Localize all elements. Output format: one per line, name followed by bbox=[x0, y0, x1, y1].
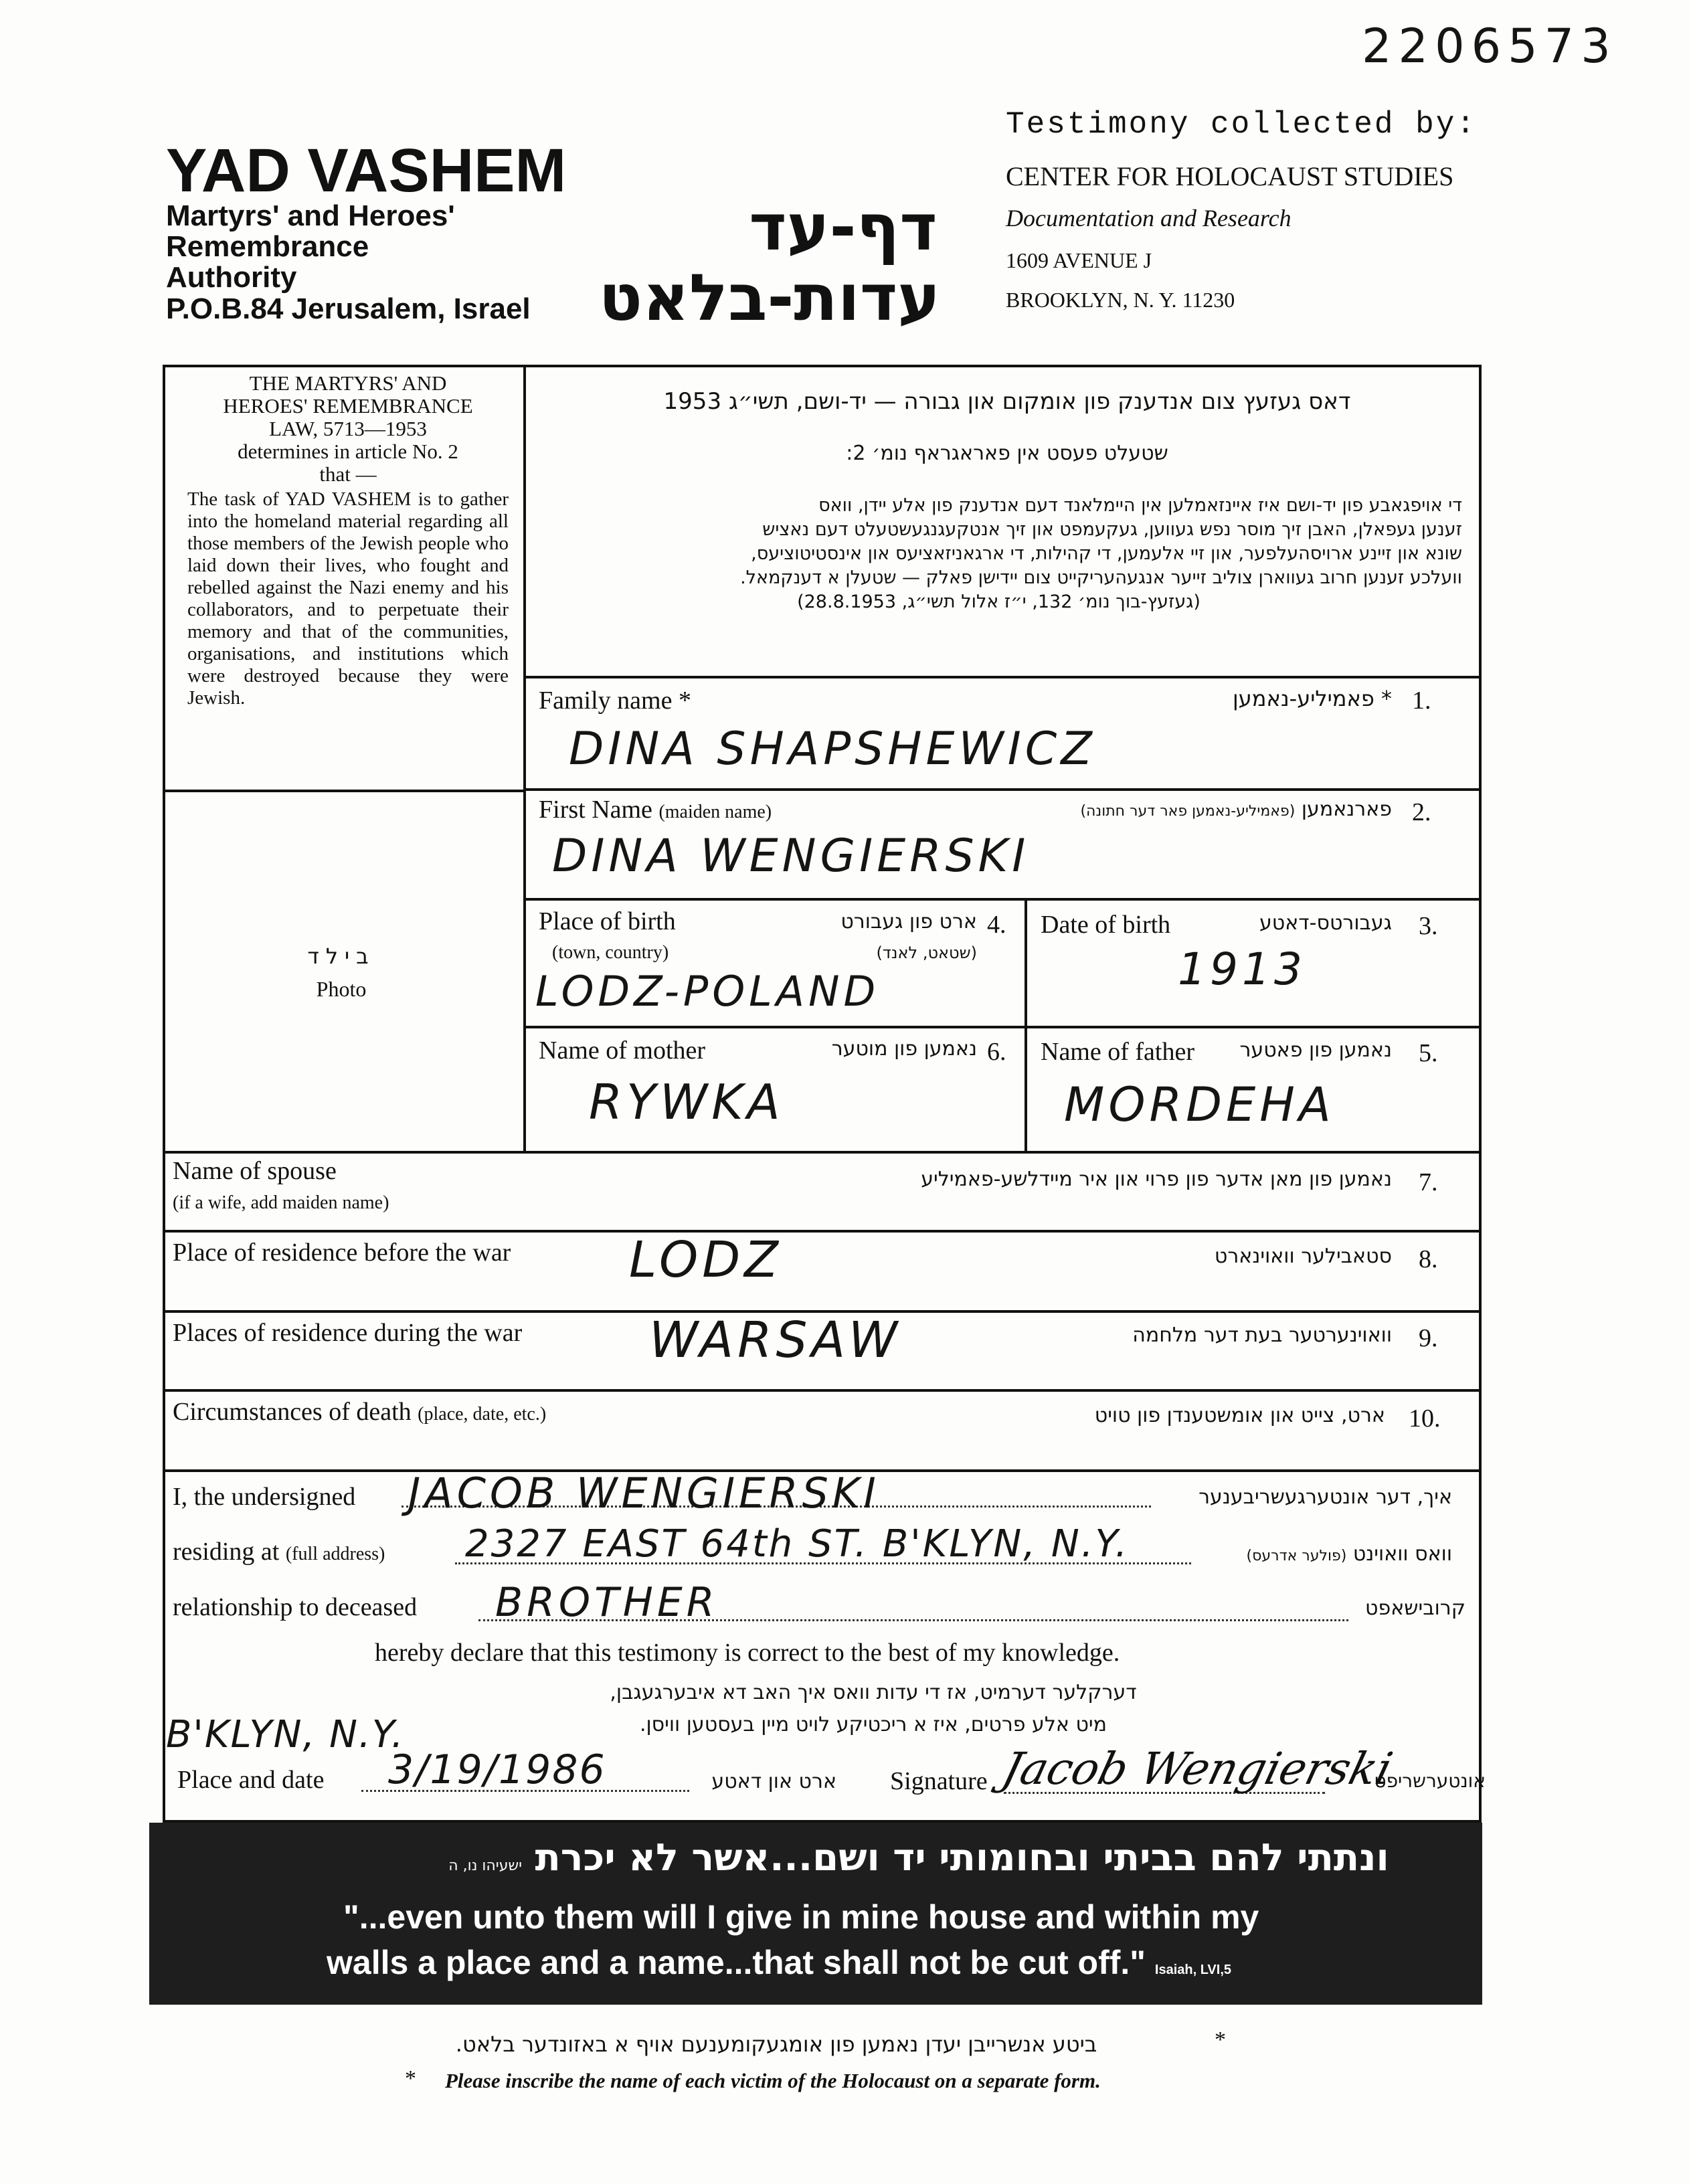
banner-hebrew-ref: ישעיהו נו, ה bbox=[448, 1857, 523, 1874]
row-divider bbox=[163, 1151, 1482, 1154]
row-divider bbox=[523, 676, 1482, 678]
law-text bbox=[187, 372, 509, 709]
residence-during-num: 9. bbox=[1419, 1324, 1438, 1352]
place-of-birth-value[interactable]: LODZ-POLAND bbox=[535, 967, 880, 1016]
banner-hebrew bbox=[377, 1836, 1461, 1880]
org-block bbox=[166, 136, 567, 325]
law-hebrew-line: די אויפגאבע פון יד-ושם איז איינזאמלען אין היימלאנד דעם אנדענק פון אלע יידן, וואס bbox=[818, 495, 1462, 516]
banner-line-2-text: walls a place and a name...that shall not be cut off." bbox=[327, 1944, 1146, 1981]
photo-label-hebrew: בילד bbox=[307, 943, 375, 969]
first-name-num: 2. bbox=[1412, 798, 1431, 826]
place-date-label: Place and date bbox=[177, 1766, 325, 1794]
law-hebrew-line: זענען געפאלן, האבן זיך מוסר נפש געווען, געקעמפט און זיך אנטקעגנגעשטעלט דעם נאציש bbox=[762, 519, 1462, 540]
signature-value[interactable]: Jacob Wengierski bbox=[997, 1743, 1398, 1795]
banner-reference: Isaiah, LVI,5 bbox=[1154, 1963, 1232, 1977]
org-line: Authority bbox=[166, 261, 297, 294]
date-of-birth-num: 3. bbox=[1419, 912, 1438, 940]
first-name-label-text: First Name bbox=[539, 796, 652, 824]
document-number: 2206573 bbox=[1362, 19, 1617, 74]
father-value[interactable]: MORDEHA bbox=[1064, 1077, 1335, 1132]
row-divider bbox=[163, 1230, 1482, 1233]
first-name-label-sub: (maiden name) bbox=[658, 802, 772, 822]
law-heading-4: determines in article No. 2 bbox=[238, 440, 458, 463]
law-hebrew-line: שונא און זיינע ארויסהעלפער, און זיי אלעמען, די קהילות, די ארגאניזאציעס און אינסטיטוציעס, bbox=[751, 543, 1462, 564]
undersigned-label: I, the undersigned bbox=[173, 1483, 356, 1511]
place-date-hebrew: ארט און דאטע bbox=[711, 1770, 836, 1793]
hebrew-title-2: עדות-בלאט bbox=[598, 260, 941, 335]
undersigned-value[interactable]: JACOB WENGIERSKI bbox=[408, 1469, 880, 1518]
place-of-birth-label: Place of birth bbox=[539, 907, 676, 935]
residence-during-value[interactable]: WARSAW bbox=[649, 1311, 901, 1369]
first-name-hebrew-sub: (פאמיליע-נאמען פאר דער חתונה) bbox=[1080, 803, 1296, 820]
mother-num: 6. bbox=[987, 1038, 1006, 1066]
org-address: P.O.B.84 Jerusalem, Israel bbox=[166, 292, 531, 325]
father-num: 5. bbox=[1419, 1039, 1438, 1067]
family-name-hebrew: * פאמיליע-נאמען bbox=[1232, 686, 1392, 711]
mother-hebrew: נאמען פון מוטער bbox=[831, 1037, 977, 1061]
banner-line-2 bbox=[327, 1943, 1231, 1982]
place-value[interactable]: B'KLYN, N.Y. bbox=[166, 1713, 405, 1756]
law-body: The task of YAD VASHEM is to gather into the homeland material regarding all those members of the Jewish people who laid down their lives, who fought and rebelled against the Nazi enemy and his collaborators, and to perpetuate their memory and that of the communities, organisations, and institutions which were destroyed because they were Jewish. bbox=[187, 488, 509, 709]
collector-address-1: 1609 AVENUE J bbox=[1006, 248, 1152, 272]
law-hebrew-body bbox=[535, 494, 1462, 614]
footer-hebrew: ביטע אנשרייבן יעדן נאמען פון אומגעקומענעם אויף א באזונדער בלאט. bbox=[455, 2031, 1097, 2057]
death-label bbox=[173, 1397, 546, 1427]
first-name-hebrew-text: פארנאמען bbox=[1301, 798, 1392, 821]
mother-value[interactable]: RYWKA bbox=[589, 1074, 784, 1130]
family-name-num: 1. bbox=[1412, 687, 1431, 715]
place-of-birth-hebrew-sub: (שטאט, לאנד) bbox=[876, 943, 977, 962]
relationship-hebrew: קרובישאפט bbox=[1365, 1597, 1465, 1620]
photo-label: Photo bbox=[316, 977, 367, 1001]
row-divider bbox=[523, 788, 1482, 791]
residence-before-hebrew: סטאבילער וואוינארט bbox=[1214, 1245, 1392, 1268]
place-of-birth-sub: (town, country) bbox=[552, 942, 669, 963]
declaration-statement: hereby declare that this testimony is correct to the best of my knowledge. bbox=[375, 1639, 1120, 1667]
residing-hebrew-text: וואס וואוינט bbox=[1352, 1542, 1452, 1566]
spouse-label: Name of spouse bbox=[173, 1157, 337, 1185]
spouse-hebrew: נאמען פון מאן אדער פון פרוי און איר מיידלשע-פאמיליע bbox=[921, 1168, 1392, 1191]
residence-during-label: Places of residence during the war bbox=[173, 1319, 523, 1347]
declaration-hebrew-2: מיט אלע פרטים, איז א ריכטיקע לויט מיין בעסטען וויסן. bbox=[639, 1713, 1107, 1736]
cell-divider bbox=[1025, 898, 1027, 1152]
residing-hebrew bbox=[1198, 1542, 1452, 1566]
signature-label: Signature bbox=[890, 1767, 988, 1795]
residing-label-sub: (full address) bbox=[285, 1544, 385, 1564]
row-divider bbox=[523, 898, 1482, 901]
collector-name: CENTER FOR HOLOCAUST STUDIES bbox=[1006, 161, 1454, 191]
residence-before-num: 8. bbox=[1419, 1245, 1438, 1273]
law-hebrew-line: (געזעץ-בוך נומ׳ 132, י״ז אלול תשי״ג, 28.8.1953) bbox=[797, 592, 1201, 612]
footer-star-1: * bbox=[1215, 2027, 1226, 2052]
collector-address-2: BROOKLYN, N. Y. 11230 bbox=[1006, 288, 1235, 312]
column-divider bbox=[523, 365, 526, 1151]
spouse-label-sub: (if a wife, add maiden name) bbox=[173, 1192, 389, 1213]
family-name-value[interactable]: DINA SHAPSHEWICZ bbox=[569, 723, 1096, 776]
first-name-label bbox=[539, 795, 772, 824]
family-name-label: Family name * bbox=[539, 687, 691, 715]
law-heading-2: HEROES' REMEMBRANCE bbox=[223, 394, 473, 418]
relationship-value[interactable]: BROTHER bbox=[495, 1579, 719, 1626]
signature-hebrew: אונטערשריפט bbox=[1374, 1770, 1486, 1792]
law-hebrew-sub: שטעלט פעסט אין פאראגראף נומ׳ 2: bbox=[846, 442, 1168, 465]
place-of-birth-hebrew: ארט פון געבורט bbox=[840, 910, 977, 933]
hebrew-title-1: דף-עד bbox=[749, 190, 938, 265]
death-num: 10. bbox=[1409, 1404, 1441, 1433]
spouse-num: 7. bbox=[1419, 1168, 1438, 1196]
residing-label-text: residing at bbox=[173, 1538, 280, 1566]
residence-during-hebrew: וואוינערטער בעת דער מלחמה bbox=[1132, 1324, 1392, 1347]
undersigned-hebrew: איך, דער אונטערגעשריבענער bbox=[1198, 1485, 1452, 1509]
residence-before-label: Place of residence before the war bbox=[173, 1239, 511, 1267]
row-divider bbox=[163, 1389, 1482, 1392]
org-title: YAD VASHEM bbox=[166, 136, 567, 205]
date-value[interactable]: 3/19/1986 bbox=[388, 1746, 606, 1793]
collected-by-label: Testimony collected by: bbox=[1006, 107, 1477, 142]
mother-label: Name of mother bbox=[539, 1036, 706, 1065]
declaration-hebrew-1: דערקלער דערמיט, אז די עדות וואס איך האב דא איבערגעגבן, bbox=[610, 1681, 1137, 1704]
place-of-birth-num: 4. bbox=[987, 911, 1006, 939]
residing-hebrew-sub: (פולער אדרעס) bbox=[1246, 1548, 1347, 1564]
footer-star-2: * bbox=[405, 2066, 416, 2091]
law-hebrew-title: דאס געזעץ צום אנדענק פון אומקום און גבורה — יד-ושם, תשי״ג 1953 bbox=[663, 388, 1351, 415]
first-name-value[interactable]: DINA WENGIERSKI bbox=[552, 830, 1030, 883]
banner-hebrew-text: ונתתי להם בביתי ובחומותי יד ושם...אשר לא יכרת bbox=[535, 1836, 1389, 1880]
law-heading-3: LAW, 5713—1953 bbox=[269, 417, 427, 440]
father-hebrew: נאמען פון פאטער bbox=[1239, 1038, 1392, 1062]
law-heading-1: THE MARTYRS' AND bbox=[249, 371, 447, 395]
death-hebrew: ארט, צייט און אומשטענדן פון טויט bbox=[1094, 1404, 1385, 1427]
collector-block bbox=[1006, 107, 1477, 312]
org-line: Remembrance bbox=[166, 230, 369, 263]
footer-english: Please inscribe the name of each victim of the Holocaust on a separate form. bbox=[445, 2069, 1101, 2092]
relationship-label: relationship to deceased bbox=[173, 1593, 418, 1621]
collector-sub: Documentation and Research bbox=[1006, 205, 1292, 232]
death-label-text: Circumstances of death bbox=[173, 1398, 412, 1426]
row-divider bbox=[523, 1026, 1482, 1028]
date-of-birth-value[interactable]: 1913 bbox=[1178, 943, 1306, 995]
residing-value[interactable]: 2327 EAST 64th ST. B'KLYN, N.Y. bbox=[465, 1522, 1130, 1566]
death-label-sub: (place, date, etc.) bbox=[418, 1404, 547, 1425]
father-label: Name of father bbox=[1041, 1038, 1194, 1066]
quote-banner bbox=[149, 1823, 1482, 2005]
date-of-birth-hebrew: געבורטס-דאטע bbox=[1259, 911, 1392, 935]
residence-before-value[interactable]: LODZ bbox=[629, 1231, 782, 1289]
first-name-hebrew bbox=[1004, 798, 1392, 821]
residing-label bbox=[173, 1537, 385, 1566]
law-heading-5: that — bbox=[319, 462, 377, 486]
banner-line-1: "...even unto them will I give in mine house and within my bbox=[343, 1898, 1259, 1936]
law-hebrew-line: וועלכע זענען חרוב געווארן צוליב זייער אנגעהעריקייט צום יידישן פאלק — שטעלן א דענקמאל. bbox=[740, 567, 1462, 588]
date-of-birth-label: Date of birth bbox=[1041, 911, 1171, 939]
org-line: Martyrs' and Heroes' bbox=[166, 199, 455, 232]
law-photo-divider bbox=[163, 790, 523, 792]
